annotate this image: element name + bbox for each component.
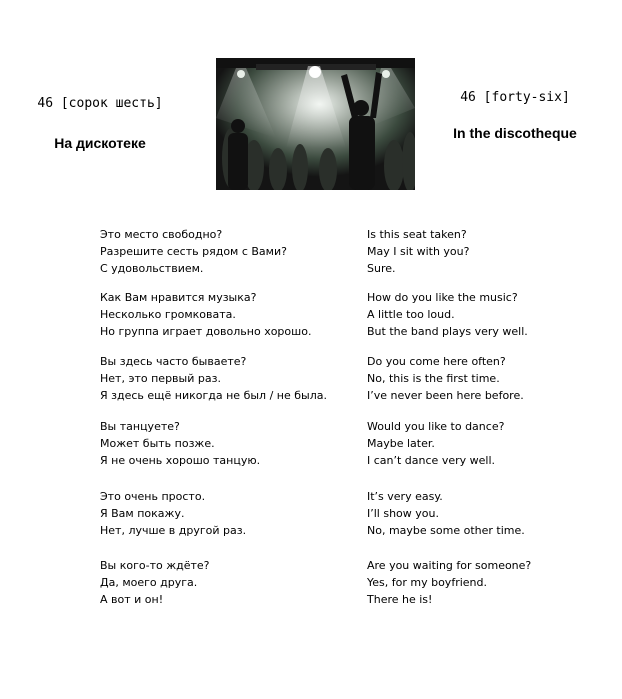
phrase-column-english xyxy=(367,226,607,277)
phrase-english: No, this is the first time. xyxy=(367,372,500,385)
lesson-title-english: In the discotheque xyxy=(453,125,577,141)
phrase-russian: Вы танцуете? xyxy=(100,420,180,433)
phrase-russian: Нет, это первый раз. xyxy=(100,372,221,385)
phrase-russian: Я здесь ещё никогда не был / не была. xyxy=(100,389,327,402)
phrase-english: How do you like the music? xyxy=(367,291,518,304)
phrase-english: Is this seat taken? xyxy=(367,228,467,241)
phrase-russian: Может быть позже. xyxy=(100,437,215,450)
phrase-english: I’ll show you. xyxy=(367,507,439,520)
phrase-english: Would you like to dance? xyxy=(367,420,505,433)
disco-photo-illustration xyxy=(216,58,415,190)
phrase-russian: А вот и он! xyxy=(100,593,164,606)
phrase-english: I can’t dance very well. xyxy=(367,454,495,467)
phrase-column-russian xyxy=(100,418,350,469)
phrase-english: Maybe later. xyxy=(367,437,435,450)
phrase-russian: Несколько громковата. xyxy=(100,308,236,321)
lesson-title-russian: На дискотеке xyxy=(54,135,146,151)
phrase-column-english xyxy=(367,289,607,340)
phrase-column-english xyxy=(367,557,607,608)
phrase-english: May I sit with you? xyxy=(367,245,470,258)
phrase-russian: Да, моего друга. xyxy=(100,576,198,589)
phrase-column-russian xyxy=(100,226,350,277)
phrase-english: Are you waiting for someone? xyxy=(367,559,532,572)
lesson-header-russian xyxy=(20,96,180,151)
phrase-english: A little too loud. xyxy=(367,308,455,321)
phrase-column-russian xyxy=(100,289,350,340)
lesson-number-english: 46 [forty-six] xyxy=(460,90,570,105)
phrase-russian: Это очень просто. xyxy=(100,490,206,503)
disco-photo xyxy=(216,58,415,190)
phrase-russian: Я Вам покажу. xyxy=(100,507,185,520)
phrase-russian: Нет, лучше в другой раз. xyxy=(100,524,247,537)
phrase-column-english xyxy=(367,353,607,404)
lesson-header-english xyxy=(440,90,590,141)
phrase-english: Sure. xyxy=(367,262,396,275)
phrase-english: Yes, for my boyfriend. xyxy=(367,576,487,589)
phrase-russian: Но группа играет довольно хорошо. xyxy=(100,325,312,338)
phrase-english: It’s very easy. xyxy=(367,490,443,503)
phrase-english: I’ve never been here before. xyxy=(367,389,524,402)
phrase-russian: Вы здесь часто бываете? xyxy=(100,355,247,368)
phrase-russian: Разрешите сесть рядом с Вами? xyxy=(100,245,287,258)
phrase-column-russian xyxy=(100,557,350,608)
phrase-russian: Как Вам нравится музыка? xyxy=(100,291,257,304)
phrase-russian: Это место свободно? xyxy=(100,228,223,241)
lesson-number-russian: 46 [сорок шесть] xyxy=(37,96,163,111)
phrase-column-english xyxy=(367,418,607,469)
phrase-column-russian xyxy=(100,488,350,539)
phrase-column-english xyxy=(367,488,607,539)
phrase-russian: Я не очень хорошо танцую. xyxy=(100,454,261,467)
phrase-english: Do you come here often? xyxy=(367,355,506,368)
phrase-russian: С удовольствием. xyxy=(100,262,204,275)
phrase-russian: Вы кого-то ждёте? xyxy=(100,559,210,572)
phrase-english: No, maybe some other time. xyxy=(367,524,525,537)
phrase-english: There he is! xyxy=(367,593,433,606)
phrase-english: But the band plays very well. xyxy=(367,325,528,338)
phrase-column-russian xyxy=(100,353,350,404)
